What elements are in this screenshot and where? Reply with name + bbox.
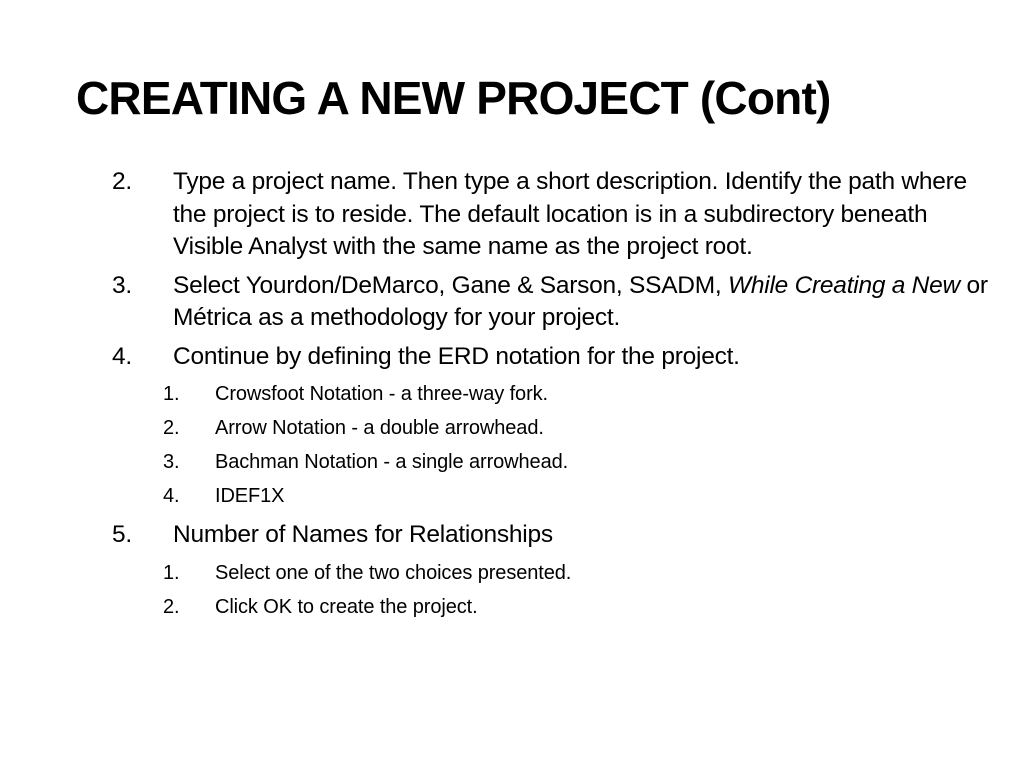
sublist-item (112, 556, 1002, 590)
list-item-3 (112, 270, 1002, 335)
sublist-item (112, 411, 1002, 445)
sublist-item (112, 590, 1002, 624)
sublist-item (112, 377, 1002, 411)
sublist-item-text: IDEF1X (215, 485, 285, 507)
text-before-italic: Select Yourdon/DeMarco, Gane & Sarson, SSADM, (173, 271, 729, 299)
list-item-2 (112, 166, 1002, 264)
numbered-list (112, 166, 1002, 624)
list-item-4 (112, 341, 1002, 514)
list-item-text: Number of Names for Relationships (173, 521, 553, 548)
sublist-item-number: 1. (163, 561, 180, 584)
list-item-text (112, 270, 1002, 335)
relationship-names-sublist (112, 556, 1002, 624)
list-item-number: 2. (112, 168, 132, 195)
list-item-text: Type a project name. Then type a short description. Identify the path where the project is to reside. The default location is in a subdirectory beneath Visible Analyst with the same name as the project root. (173, 168, 967, 260)
sublist-item-number: 4. (163, 485, 180, 507)
list-item-number: 5. (112, 521, 132, 548)
sublist-item-text: Select one of the two choices presented. (215, 561, 572, 584)
list-item-5 (112, 519, 1002, 624)
sublist-item-text: Arrow Notation - a double arrowhead. (215, 417, 544, 439)
sublist-item-number: 1. (163, 383, 180, 405)
sublist-item-number: 3. (163, 451, 180, 473)
list-item-number: 4. (112, 342, 132, 370)
sublist-item-text: Bachman Notation - a single arrowhead. (215, 451, 569, 473)
sublist-item-text: Click OK to create the project. (215, 595, 478, 618)
slide-title: CREATING A NEW PROJECT (Cont) (76, 72, 831, 124)
sublist-item (112, 445, 1002, 479)
list-item-number: 3. (112, 271, 132, 299)
sublist-item-number: 2. (163, 595, 180, 618)
sublist-item-text: Crowsfoot Notation - a three-way fork. (215, 383, 548, 405)
erd-notation-sublist (112, 377, 1002, 513)
sublist-item (112, 479, 1002, 513)
sublist-item-number: 2. (163, 417, 180, 439)
text-after-italic: or Métrica as a methodology for your project. (173, 271, 988, 331)
italic-option: While Creating a New (728, 271, 960, 299)
list-item-text: Continue by defining the ERD notation for the project. (173, 342, 740, 370)
